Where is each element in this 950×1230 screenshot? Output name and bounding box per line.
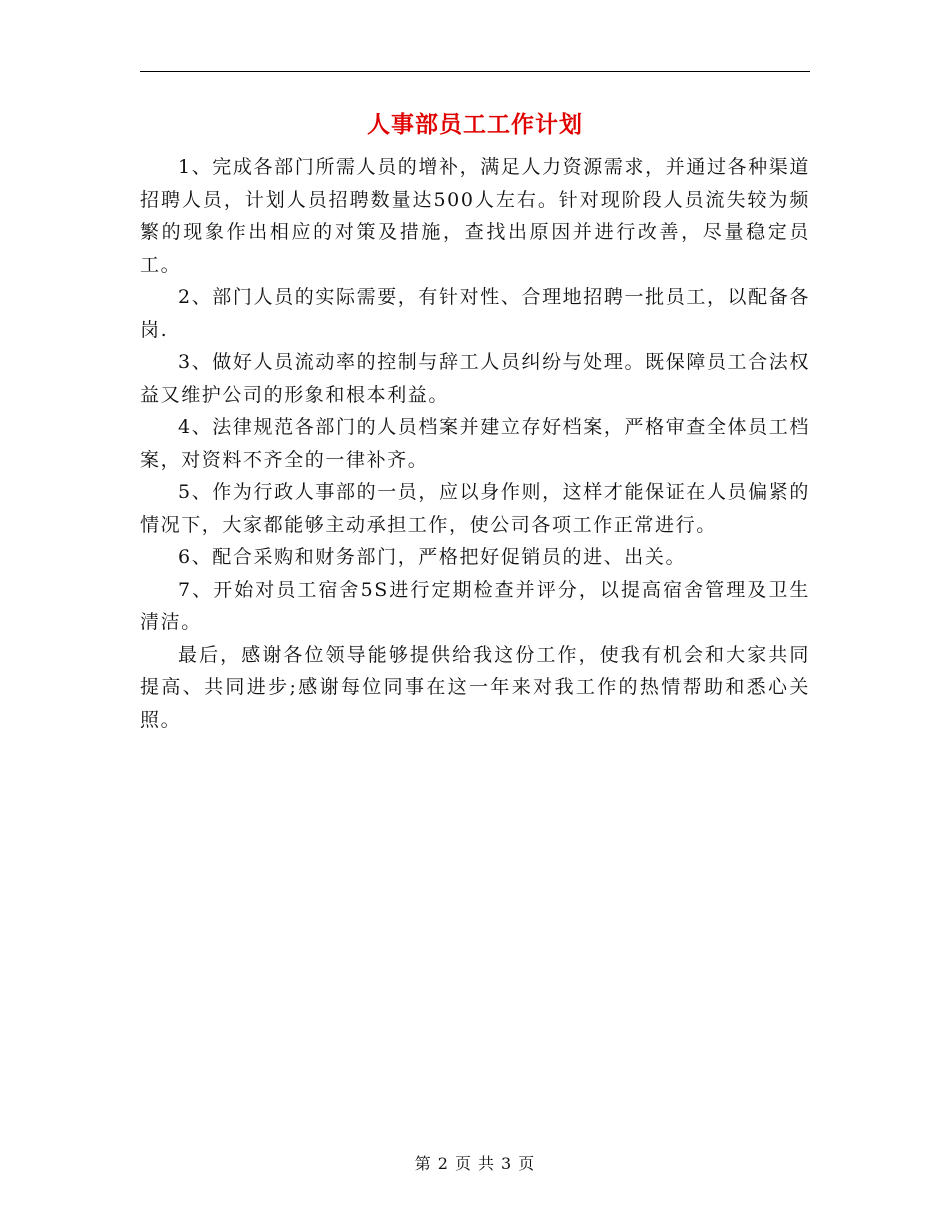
- footer-middle: 页 共: [454, 1154, 496, 1173]
- paragraph-1: 1、完成各部门所需人员的增补，满足人力资源需求，并通过各种渠道招聘人员，计划人员招聘数量达500人左右。针对现阶段人员流失较为频繁的现象作出相应的对策及措施，查找出原因并进行改善，尽量稳定员工。: [140, 156, 810, 276]
- paragraph-3: 3、做好人员流动率的控制与辞工人员纠纷与处理。既保障员工合法权益又维护公司的形象和根本利益。: [140, 351, 810, 406]
- paragraph-6: 6、配合采购和财务部门，严格把好促销员的进、出关。: [178, 546, 687, 568]
- page-footer: [0, 1152, 950, 1176]
- document-title: 人事部员工工作计划: [367, 111, 583, 138]
- paragraph-7: 7、开始对员工宿舍5S进行定期检查并评分，以提高宿舍管理及卫生清洁。: [140, 578, 810, 633]
- paragraph-4: 4、法律规范各部门的人员档案并建立存好档案，严格审查全体员工档案，对资料不齐全的一律补齐。: [140, 416, 810, 471]
- current-page-number: 2: [437, 1154, 449, 1173]
- paragraph-closing: 最后，感谢各位领导能够提供给我这份工作，使我有机会和大家共同提高、共同进步;感谢每位同事在这一年来对我工作的热情帮助和悉心关照。: [140, 643, 810, 731]
- header-rule: [140, 71, 810, 72]
- paragraph-5: 5、作为行政人事部的一员，应以身作则，这样才能保证在人员偏紧的情况下，大家都能够主动承担工作，使公司各项工作正常进行。: [140, 481, 810, 536]
- footer-prefix: 第: [414, 1154, 432, 1173]
- paragraph-2: 2、部门人员的实际需要，有针对性、合理地招聘一批员工，以配备各岗.: [140, 286, 810, 341]
- total-pages-number: 3: [501, 1154, 513, 1173]
- footer-suffix: 页: [518, 1154, 536, 1173]
- document-body: [140, 151, 810, 736]
